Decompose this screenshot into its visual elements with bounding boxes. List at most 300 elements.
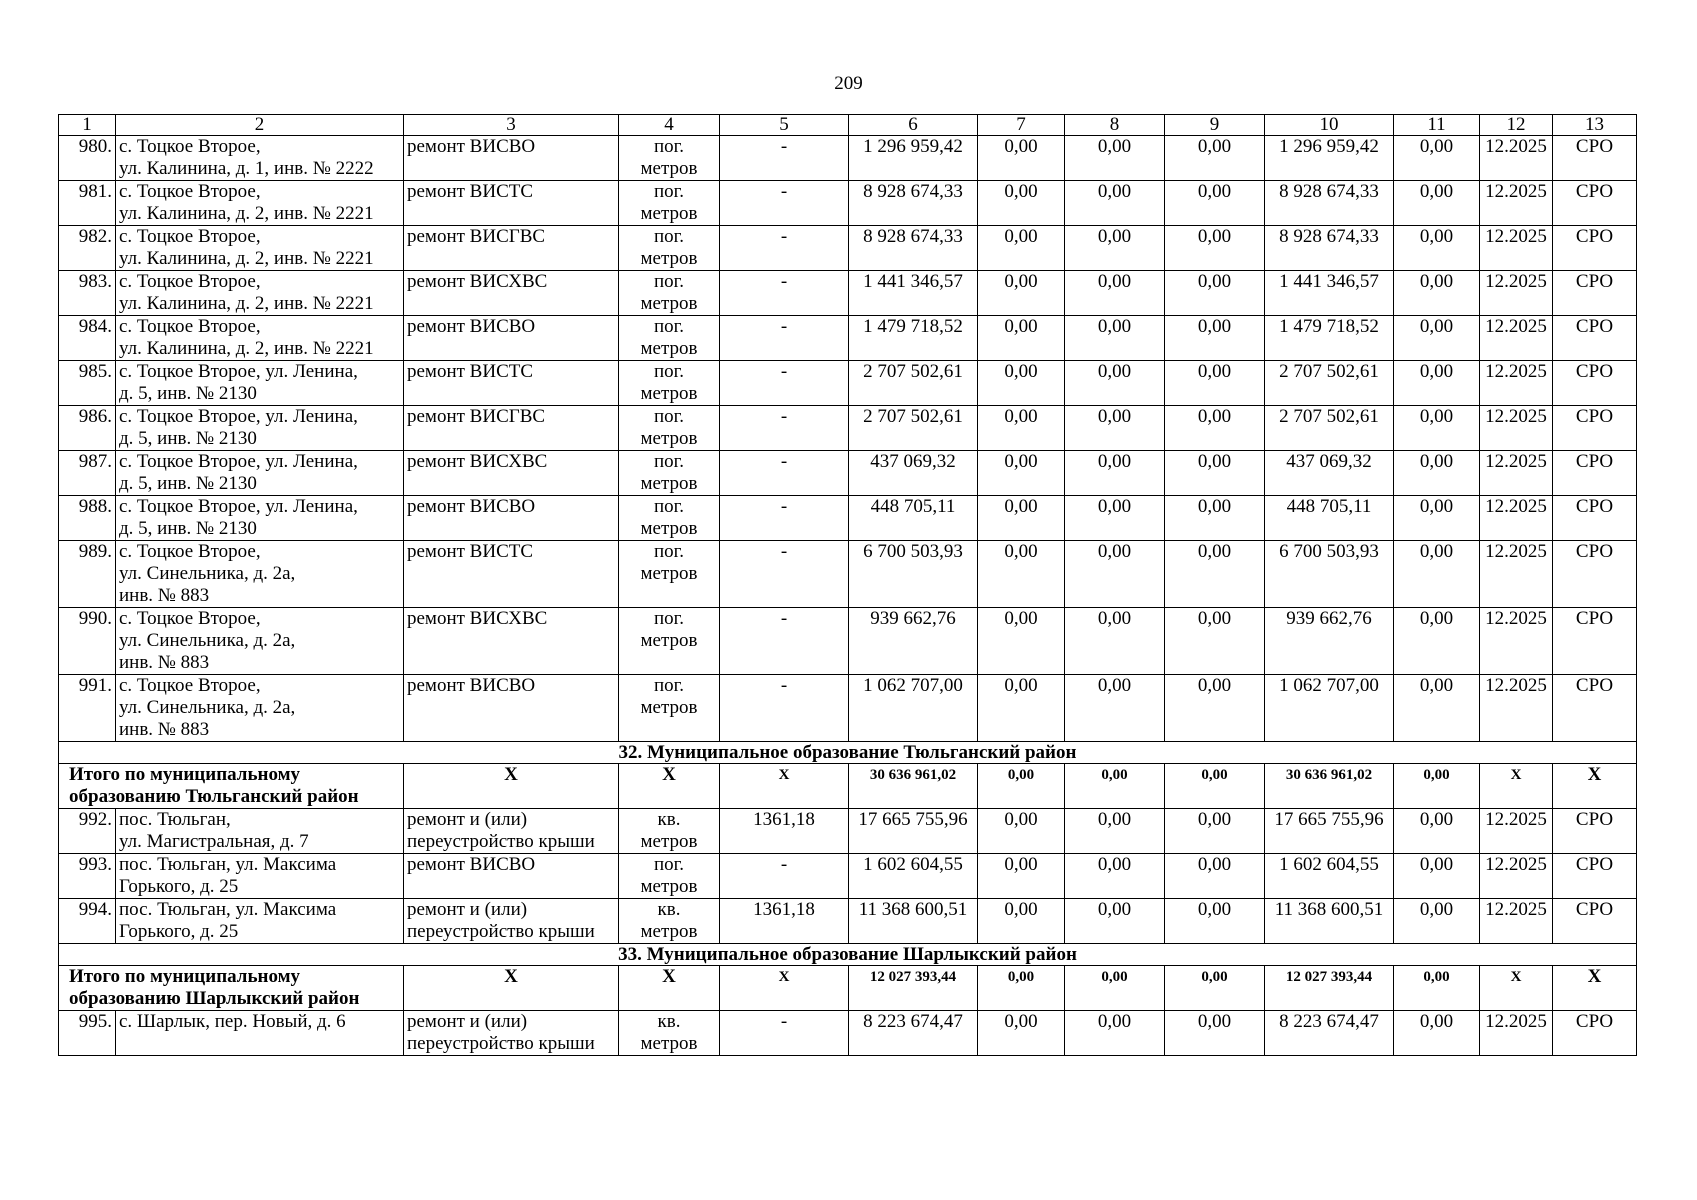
unit-cell-line: метров xyxy=(640,203,698,224)
column-header: 6 xyxy=(849,115,978,136)
unit-cell-line: кв. xyxy=(657,809,681,830)
value-c8: 0,00 xyxy=(1065,316,1165,361)
address-cell-line: с. Тоцкое Второе, ул. Ленина, xyxy=(119,361,358,382)
unit-cell-line: кв. xyxy=(657,1011,681,1032)
total-label-line: образованию Шарлыкский район xyxy=(69,988,360,1009)
column-header: 10 xyxy=(1265,115,1394,136)
value-c10: 1 296 959,42 xyxy=(1265,136,1394,181)
volume-cell: - xyxy=(720,451,849,496)
value-c7: 0,00 xyxy=(978,316,1065,361)
value-c9: 0,00 xyxy=(1165,271,1265,316)
table-row xyxy=(59,181,1637,226)
executor-cell: СРО xyxy=(1553,271,1637,316)
unit-cell-line: метров xyxy=(640,831,698,852)
address-cell-line: с. Тоцкое Второе, xyxy=(119,181,261,202)
address-cell-line: инв. № 883 xyxy=(119,719,210,740)
address-cell xyxy=(116,675,404,742)
value-c9: 0,00 xyxy=(1165,675,1265,742)
row-number: 989. xyxy=(59,541,116,608)
volume-cell: 1361,18 xyxy=(720,899,849,944)
executor-cell: СРО xyxy=(1553,854,1637,899)
unit-cell-line: метров xyxy=(640,158,698,179)
value-c6: 8 223 674,47 xyxy=(849,1011,978,1056)
unit-cell xyxy=(619,809,720,854)
value-c8: 0,00 xyxy=(1065,451,1165,496)
value-c10: 11 368 600,51 xyxy=(1265,899,1394,944)
value-c8: 0,00 xyxy=(1065,608,1165,675)
value-c6: 1 602 604,55 xyxy=(849,854,978,899)
unit-cell-line: пог. xyxy=(653,361,685,382)
total-c8: 0,00 xyxy=(1065,764,1165,809)
work-type-cell-line: ремонт ВИСВО xyxy=(407,316,536,337)
volume-cell: - xyxy=(720,1011,849,1056)
column-header: 2 xyxy=(116,115,404,136)
work-type-cell xyxy=(404,316,619,361)
value-c10: 1 602 604,55 xyxy=(1265,854,1394,899)
work-type-cell xyxy=(404,854,619,899)
unit-cell-line: кв. xyxy=(657,899,681,920)
total-c13: Х xyxy=(1553,966,1637,1011)
work-type-cell-line: ремонт ВИСВО xyxy=(407,854,536,875)
address-cell-line: д. 5, инв. № 2130 xyxy=(119,428,257,449)
column-header: 1 xyxy=(59,115,116,136)
address-cell-line: с. Тоцкое Второе, xyxy=(119,136,261,157)
address-cell-line: с. Тоцкое Второе, xyxy=(119,316,261,337)
value-c11: 0,00 xyxy=(1394,496,1480,541)
total-label-line: Итого по муниципальному xyxy=(69,764,301,785)
total-c12: Х xyxy=(1480,966,1553,1011)
value-c12: 12.2025 xyxy=(1480,809,1553,854)
value-c9: 0,00 xyxy=(1165,406,1265,451)
volume-cell: - xyxy=(720,361,849,406)
value-c8: 0,00 xyxy=(1065,226,1165,271)
address-cell-line: с. Тоцкое Второе, ул. Ленина, xyxy=(119,496,358,517)
value-c10: 2 707 502,61 xyxy=(1265,406,1394,451)
value-c6: 2 707 502,61 xyxy=(849,361,978,406)
total-c13: Х xyxy=(1553,764,1637,809)
value-c9: 0,00 xyxy=(1165,1011,1265,1056)
value-c8: 0,00 xyxy=(1065,1011,1165,1056)
row-number: 990. xyxy=(59,608,116,675)
value-c9: 0,00 xyxy=(1165,226,1265,271)
value-c6: 6 700 503,93 xyxy=(849,541,978,608)
value-c11: 0,00 xyxy=(1394,136,1480,181)
value-c12: 12.2025 xyxy=(1480,541,1553,608)
row-number: 983. xyxy=(59,271,116,316)
value-c11: 0,00 xyxy=(1394,608,1480,675)
table-row xyxy=(59,809,1637,854)
value-c8: 0,00 xyxy=(1065,406,1165,451)
value-c6: 448 705,11 xyxy=(849,496,978,541)
volume-cell: - xyxy=(720,226,849,271)
total-c10: 30 636 961,02 xyxy=(1265,764,1394,809)
value-c7: 0,00 xyxy=(978,136,1065,181)
work-type-cell xyxy=(404,406,619,451)
address-cell-line: д. 5, инв. № 2130 xyxy=(119,518,257,539)
value-c6: 1 062 707,00 xyxy=(849,675,978,742)
unit-cell xyxy=(619,406,720,451)
table-row xyxy=(59,406,1637,451)
row-number: 992. xyxy=(59,809,116,854)
value-c6: 2 707 502,61 xyxy=(849,406,978,451)
value-c8: 0,00 xyxy=(1065,809,1165,854)
value-c7: 0,00 xyxy=(978,899,1065,944)
executor-cell: СРО xyxy=(1553,899,1637,944)
value-c8: 0,00 xyxy=(1065,271,1165,316)
work-type-cell-line: ремонт ВИСТС xyxy=(407,541,534,562)
row-number: 984. xyxy=(59,316,116,361)
unit-cell xyxy=(619,271,720,316)
value-c10: 8 223 674,47 xyxy=(1265,1011,1394,1056)
value-c10: 1 062 707,00 xyxy=(1265,675,1394,742)
address-cell-line: пос. Тюльган, xyxy=(119,809,231,830)
work-type-cell xyxy=(404,496,619,541)
value-c6: 1 296 959,42 xyxy=(849,136,978,181)
total-volume-x: Х xyxy=(720,764,849,809)
address-cell-line: ул. Калинина, д. 2, инв. № 2221 xyxy=(119,248,374,269)
value-c12: 12.2025 xyxy=(1480,406,1553,451)
value-c10: 6 700 503,93 xyxy=(1265,541,1394,608)
work-type-cell xyxy=(404,361,619,406)
value-c8: 0,00 xyxy=(1065,854,1165,899)
unit-cell-line: метров xyxy=(640,383,698,404)
executor-cell: СРО xyxy=(1553,809,1637,854)
unit-cell-line: пог. xyxy=(653,451,685,472)
value-c10: 17 665 755,96 xyxy=(1265,809,1394,854)
value-c9: 0,00 xyxy=(1165,496,1265,541)
value-c10: 437 069,32 xyxy=(1265,451,1394,496)
value-c8: 0,00 xyxy=(1065,675,1165,742)
address-cell-line: ул. Синельника, д. 2а, xyxy=(119,630,296,651)
unit-cell-line: метров xyxy=(640,563,698,584)
address-cell-line: с. Тоцкое Второе, xyxy=(119,226,261,247)
value-c11: 0,00 xyxy=(1394,541,1480,608)
volume-cell: - xyxy=(720,271,849,316)
value-c6: 8 928 674,33 xyxy=(849,181,978,226)
value-c12: 12.2025 xyxy=(1480,271,1553,316)
unit-cell-line: метров xyxy=(640,338,698,359)
value-c7: 0,00 xyxy=(978,361,1065,406)
total-label-line: образованию Тюльганский район xyxy=(69,786,359,807)
table-row xyxy=(59,136,1637,181)
value-c10: 1 479 718,52 xyxy=(1265,316,1394,361)
unit-cell-line: метров xyxy=(640,518,698,539)
value-c6: 11 368 600,51 xyxy=(849,899,978,944)
address-cell xyxy=(116,451,404,496)
unit-cell xyxy=(619,854,720,899)
address-cell-line: ул. Синельника, д. 2а, xyxy=(119,697,296,718)
work-type-cell xyxy=(404,899,619,944)
value-c8: 0,00 xyxy=(1065,496,1165,541)
value-c11: 0,00 xyxy=(1394,854,1480,899)
value-c7: 0,00 xyxy=(978,1011,1065,1056)
value-c12: 12.2025 xyxy=(1480,496,1553,541)
address-cell xyxy=(116,406,404,451)
unit-cell-line: пог. xyxy=(653,675,685,696)
unit-cell xyxy=(619,181,720,226)
total-row xyxy=(59,966,1637,1011)
unit-cell xyxy=(619,451,720,496)
volume-cell: - xyxy=(720,406,849,451)
total-c12: Х xyxy=(1480,764,1553,809)
row-number: 986. xyxy=(59,406,116,451)
volume-cell: - xyxy=(720,608,849,675)
total-row xyxy=(59,764,1637,809)
total-work-x: Х xyxy=(404,966,619,1011)
unit-cell-line: метров xyxy=(640,630,698,651)
unit-cell-line: метров xyxy=(640,293,698,314)
total-c6: 12 027 393,44 xyxy=(849,966,978,1011)
executor-cell: СРО xyxy=(1553,541,1637,608)
table-row xyxy=(59,316,1637,361)
address-cell-line: ул. Калинина, д. 2, инв. № 2221 xyxy=(119,338,374,359)
row-number: 995. xyxy=(59,1011,116,1056)
address-cell-line: ул. Калинина, д. 2, инв. № 2221 xyxy=(119,293,374,314)
executor-cell: СРО xyxy=(1553,496,1637,541)
value-c10: 2 707 502,61 xyxy=(1265,361,1394,406)
row-number: 982. xyxy=(59,226,116,271)
value-c7: 0,00 xyxy=(978,675,1065,742)
unit-cell-line: пог. xyxy=(653,406,685,427)
unit-cell-line: метров xyxy=(640,248,698,269)
value-c6: 1 479 718,52 xyxy=(849,316,978,361)
table-body xyxy=(59,115,1637,1056)
address-cell-line: с. Тоцкое Второе, xyxy=(119,271,261,292)
value-c7: 0,00 xyxy=(978,451,1065,496)
work-type-cell-line: ремонт ВИСВО xyxy=(407,675,536,696)
address-cell-line: пос. Тюльган, ул. Максима xyxy=(119,899,337,920)
row-number: 981. xyxy=(59,181,116,226)
table-row xyxy=(59,361,1637,406)
volume-cell: - xyxy=(720,541,849,608)
value-c11: 0,00 xyxy=(1394,675,1480,742)
value-c8: 0,00 xyxy=(1065,899,1165,944)
value-c7: 0,00 xyxy=(978,496,1065,541)
column-header: 3 xyxy=(404,115,619,136)
address-cell xyxy=(116,316,404,361)
work-type-cell-line: ремонт ВИСХВС xyxy=(407,271,548,292)
unit-cell xyxy=(619,136,720,181)
unit-cell xyxy=(619,675,720,742)
value-c7: 0,00 xyxy=(978,854,1065,899)
value-c7: 0,00 xyxy=(978,541,1065,608)
value-c11: 0,00 xyxy=(1394,899,1480,944)
value-c10: 8 928 674,33 xyxy=(1265,226,1394,271)
table-row xyxy=(59,899,1637,944)
address-cell xyxy=(116,181,404,226)
value-c9: 0,00 xyxy=(1165,361,1265,406)
value-c12: 12.2025 xyxy=(1480,361,1553,406)
table-row xyxy=(59,271,1637,316)
address-cell-line: с. Тоцкое Второе, ул. Ленина, xyxy=(119,406,358,427)
executor-cell: СРО xyxy=(1553,181,1637,226)
value-c9: 0,00 xyxy=(1165,541,1265,608)
value-c8: 0,00 xyxy=(1065,541,1165,608)
executor-cell: СРО xyxy=(1553,406,1637,451)
total-c7: 0,00 xyxy=(978,764,1065,809)
address-cell-line: с. Тоцкое Второе, xyxy=(119,608,261,629)
unit-cell-line: метров xyxy=(640,1033,698,1054)
register-table xyxy=(58,114,1637,1056)
executor-cell: СРО xyxy=(1553,675,1637,742)
value-c9: 0,00 xyxy=(1165,181,1265,226)
address-cell xyxy=(116,541,404,608)
work-type-cell-line: ремонт ВИСГВС xyxy=(407,406,546,427)
section-row xyxy=(59,742,1637,764)
row-number: 994. xyxy=(59,899,116,944)
value-c9: 0,00 xyxy=(1165,316,1265,361)
value-c11: 0,00 xyxy=(1394,406,1480,451)
work-type-cell-line: ремонт ВИСХВС xyxy=(407,608,548,629)
total-label xyxy=(59,966,404,1011)
address-cell-line: с. Тоцкое Второе, xyxy=(119,541,261,562)
unit-cell xyxy=(619,541,720,608)
column-header: 9 xyxy=(1165,115,1265,136)
address-cell-line: пос. Тюльган, ул. Максима xyxy=(119,854,337,875)
value-c11: 0,00 xyxy=(1394,451,1480,496)
address-cell xyxy=(116,496,404,541)
address-cell-line: инв. № 883 xyxy=(119,585,210,606)
address-cell-line: Горького, д. 25 xyxy=(119,921,239,942)
value-c11: 0,00 xyxy=(1394,361,1480,406)
address-cell xyxy=(116,1011,404,1056)
unit-cell-line: метров xyxy=(640,921,698,942)
executor-cell: СРО xyxy=(1553,361,1637,406)
address-cell xyxy=(116,136,404,181)
value-c12: 12.2025 xyxy=(1480,1011,1553,1056)
unit-cell-line: метров xyxy=(640,428,698,449)
value-c11: 0,00 xyxy=(1394,1011,1480,1056)
value-c9: 0,00 xyxy=(1165,608,1265,675)
work-type-cell xyxy=(404,181,619,226)
table-row xyxy=(59,496,1637,541)
work-type-cell xyxy=(404,1011,619,1056)
total-work-x: Х xyxy=(404,764,619,809)
unit-cell-line: метров xyxy=(640,697,698,718)
unit-cell xyxy=(619,226,720,271)
address-cell xyxy=(116,854,404,899)
value-c7: 0,00 xyxy=(978,271,1065,316)
address-cell-line: д. 5, инв. № 2130 xyxy=(119,473,257,494)
unit-cell xyxy=(619,899,720,944)
value-c10: 1 441 346,57 xyxy=(1265,271,1394,316)
unit-cell-line: пог. xyxy=(653,271,685,292)
value-c8: 0,00 xyxy=(1065,361,1165,406)
total-c9: 0,00 xyxy=(1165,966,1265,1011)
column-header: 12 xyxy=(1480,115,1553,136)
address-cell-line: с. Тоцкое Второе, ул. Ленина, xyxy=(119,451,358,472)
volume-cell: - xyxy=(720,675,849,742)
value-c8: 0,00 xyxy=(1065,136,1165,181)
value-c7: 0,00 xyxy=(978,181,1065,226)
total-c8: 0,00 xyxy=(1065,966,1165,1011)
work-type-cell-line: ремонт и (или) xyxy=(407,899,528,920)
address-cell-line: ул. Синельника, д. 2а, xyxy=(119,563,296,584)
value-c12: 12.2025 xyxy=(1480,181,1553,226)
value-c10: 8 928 674,33 xyxy=(1265,181,1394,226)
value-c12: 12.2025 xyxy=(1480,608,1553,675)
address-cell xyxy=(116,361,404,406)
value-c11: 0,00 xyxy=(1394,316,1480,361)
work-type-cell xyxy=(404,541,619,608)
row-number: 988. xyxy=(59,496,116,541)
work-type-cell xyxy=(404,451,619,496)
volume-cell: - xyxy=(720,316,849,361)
value-c9: 0,00 xyxy=(1165,899,1265,944)
work-type-cell xyxy=(404,226,619,271)
total-c10: 12 027 393,44 xyxy=(1265,966,1394,1011)
unit-cell-line: пог. xyxy=(653,181,685,202)
value-c8: 0,00 xyxy=(1065,181,1165,226)
total-unit-x: Х xyxy=(619,764,720,809)
value-c9: 0,00 xyxy=(1165,136,1265,181)
address-cell xyxy=(116,271,404,316)
address-cell-line: с. Тоцкое Второе, xyxy=(119,675,261,696)
total-c11: 0,00 xyxy=(1394,966,1480,1011)
column-number-row xyxy=(59,115,1637,136)
address-cell-line: ул. Калинина, д. 1, инв. № 2222 xyxy=(119,158,374,179)
table-row xyxy=(59,1011,1637,1056)
work-type-cell-line: ремонт и (или) xyxy=(407,809,528,830)
row-number: 980. xyxy=(59,136,116,181)
unit-cell xyxy=(619,496,720,541)
section-title: 33. Муниципальное образование Шарлыкский район xyxy=(59,944,1637,966)
address-cell xyxy=(116,899,404,944)
total-volume-x: Х xyxy=(720,966,849,1011)
executor-cell: СРО xyxy=(1553,451,1637,496)
unit-cell xyxy=(619,608,720,675)
volume-cell: 1361,18 xyxy=(720,809,849,854)
total-c7: 0,00 xyxy=(978,966,1065,1011)
value-c10: 448 705,11 xyxy=(1265,496,1394,541)
executor-cell: СРО xyxy=(1553,226,1637,271)
address-cell xyxy=(116,226,404,271)
column-header: 5 xyxy=(720,115,849,136)
address-cell-line: ул. Магистральная, д. 7 xyxy=(119,831,309,852)
column-header: 11 xyxy=(1394,115,1480,136)
value-c9: 0,00 xyxy=(1165,809,1265,854)
value-c12: 12.2025 xyxy=(1480,316,1553,361)
table-row xyxy=(59,226,1637,271)
value-c7: 0,00 xyxy=(978,809,1065,854)
value-c12: 12.2025 xyxy=(1480,226,1553,271)
work-type-cell-line: ремонт ВИСТС xyxy=(407,181,534,202)
table-row xyxy=(59,854,1637,899)
page-number: 209 xyxy=(834,73,863,94)
value-c6: 8 928 674,33 xyxy=(849,226,978,271)
executor-cell: СРО xyxy=(1553,1011,1637,1056)
work-type-cell xyxy=(404,136,619,181)
total-c6: 30 636 961,02 xyxy=(849,764,978,809)
value-c12: 12.2025 xyxy=(1480,899,1553,944)
value-c7: 0,00 xyxy=(978,226,1065,271)
value-c9: 0,00 xyxy=(1165,854,1265,899)
unit-cell-line: метров xyxy=(640,876,698,897)
table-row xyxy=(59,675,1637,742)
table-row xyxy=(59,541,1637,608)
work-type-cell-line: переустройство крыши xyxy=(407,1033,595,1054)
executor-cell: СРО xyxy=(1553,608,1637,675)
column-header: 13 xyxy=(1553,115,1637,136)
work-type-cell-line: ремонт ВИСВО xyxy=(407,136,536,157)
address-cell xyxy=(116,809,404,854)
unit-cell-line: пог. xyxy=(653,136,685,157)
section-title: 32. Муниципальное образование Тюльганский район xyxy=(59,742,1637,764)
column-header: 8 xyxy=(1065,115,1165,136)
column-header: 7 xyxy=(978,115,1065,136)
value-c6: 939 662,76 xyxy=(849,608,978,675)
value-c11: 0,00 xyxy=(1394,226,1480,271)
